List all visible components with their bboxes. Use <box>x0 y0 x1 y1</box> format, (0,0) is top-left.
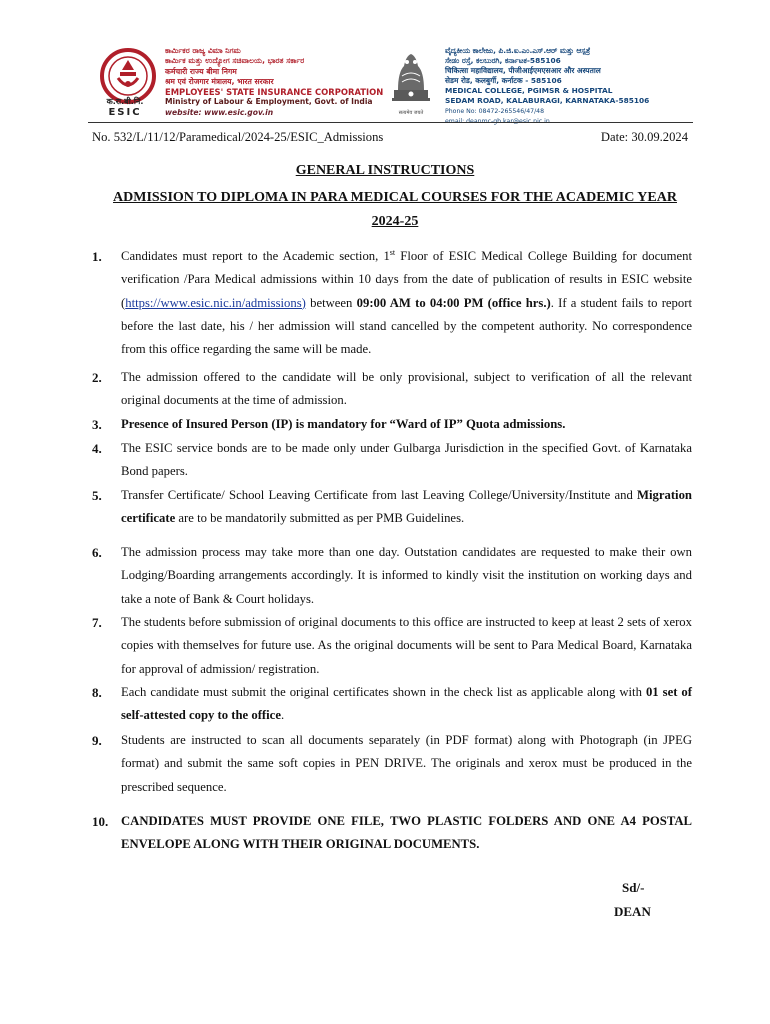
letterhead-en-1: EMPLOYEES' STATE INSURANCE CORPORATION <box>165 87 384 98</box>
reference-number: No. 532/L/11/12/Paramedical/2024-25/ESIC_Admissions <box>92 130 384 144</box>
letterhead-phone: Phone No: 08472-265546/47/48 <box>445 107 545 115</box>
letterhead-right-kn-1: ವೈದ್ಯಕೀಯ ಕಾಲೇಜು, ಪಿ.ಜಿ.ಐ.ಎಂ.ಎಸ್.ಆರ್ ಮತ್ತು ಆಸ್ಪತ್ರೆ <box>445 46 591 55</box>
instruction-item-6 <box>92 541 692 611</box>
instruction-item-5 <box>92 484 692 531</box>
item-number: 9. <box>92 733 102 748</box>
document-title: GENERAL INSTRUCTIONS <box>295 163 475 178</box>
signature-sd: Sd/- <box>622 880 645 895</box>
instruction-item-10 <box>92 810 692 857</box>
letterhead-en-2: Ministry of Labour & Employment, Govt. of India <box>165 97 373 107</box>
item-text: between <box>305 295 357 310</box>
letterhead-right <box>445 46 700 127</box>
esic-logo-hindi: क.रा.बी.नि. <box>106 97 144 106</box>
office-hours: 09:00 AM to 04:00 PM (office hrs.) <box>356 295 551 310</box>
instruction-item-2 <box>92 366 692 413</box>
letterhead-hi-2: श्रम एवं रोजगार मंत्रालय, भारत सरकार <box>165 76 274 86</box>
item-text: Each candidate must submit the original certificates shown in the check list as applicable along with <box>121 685 646 699</box>
letterhead-right-en-1: MEDICAL COLLEGE, PGIMSR & HOSPITAL <box>445 86 613 96</box>
item-text: Presence of Insured Person (IP) is mandatory for “Ward of IP” Quota admissions. <box>121 417 566 431</box>
ordinal-suffix: st <box>389 247 396 257</box>
instruction-item-9 <box>92 729 692 799</box>
letterhead-divider <box>88 122 693 123</box>
item-number: 1. <box>92 249 102 264</box>
item-text: The ESIC service bonds are to be made only under Gulbarga Jurisdiction in the specified Govt. of Karnataka Bond papers. <box>121 441 692 479</box>
letterhead-kn-1: ಕಾರ್ಮಿಕರ ರಾಜ್ಯ ವಿಮಾ ನಿಗಮ <box>165 46 241 55</box>
item-text: . If a student fails to report before the last date, his / her admission will stand cancelled by the competent authority. No correspondence from this office regarding the same will be made. <box>121 295 692 357</box>
item-text: are to be mandatorily submitted as per PMB Guidelines. <box>175 511 465 526</box>
item-number: 8. <box>92 685 102 700</box>
item-number: 4. <box>92 441 102 456</box>
letterhead-right-en-2: SEDAM ROAD, KALABURAGI, KARNATAKA-585106 <box>445 96 650 106</box>
document-date: Date: 30.09.2024 <box>600 130 688 144</box>
instruction-item-1 <box>92 245 692 361</box>
instruction-item-7 <box>92 611 692 681</box>
item-text: . <box>280 708 285 723</box>
item-text: Candidates must report to the Academic section, 1 <box>121 249 390 263</box>
instruction-item-3 <box>92 413 692 436</box>
item-number: 5. <box>92 488 102 503</box>
document-subtitle: ADMISSION TO DIPLOMA IN PARA MEDICAL COURSES FOR THE ACADEMIC YEAR 2024-25 <box>113 190 677 229</box>
esic-logo-text: ESIC <box>108 107 142 118</box>
letterhead-website: website: www.esic.gov.in <box>165 107 274 117</box>
self-attested-copy: 01 set of self-attested copy to the office <box>121 685 692 723</box>
signature-designation: DEAN <box>614 904 651 919</box>
item-number: 7. <box>92 615 102 630</box>
item-text: CANDIDATES MUST PROVIDE ONE FILE, TWO PLASTIC FOLDERS AND ONE A4 POSTAL ENVELOPE ALONG WITH THEIR ORIGINAL DOCUMENTS. <box>121 814 692 852</box>
instruction-item-8 <box>92 681 692 728</box>
item-number: 10. <box>92 814 109 829</box>
letterhead-right-kn-2: ಸೇಡಂ ರಸ್ತೆ, ಕಲಬುರಗಿ, ಕರ್ನಾಟಕ-585106 <box>445 56 561 66</box>
item-text: The students before submission of original documents to this office are instructed to keep at least 2 sets of xerox copies with themselves for future use. As the original documents will be sent to Para Medical Board, Karnataka for approval of admission/ registration. <box>121 615 692 676</box>
admissions-link[interactable]: https://www.esic.nic.in/admissions) <box>125 295 306 310</box>
emblem-motto: सत्यमेव जयते <box>398 110 424 116</box>
item-number: 3. <box>92 417 102 432</box>
national-emblem-icon <box>386 46 436 108</box>
migration-certificate: Migration certificate <box>121 488 692 526</box>
item-text: Floor of ESIC Medical College Building for document verification /Para Medical admissions within 10 days from the date of publication of results in ESIC website ( <box>121 249 692 310</box>
letterhead-kn-2: ಕಾರ್ಮಿಕ ಮತ್ತು ಉದ್ಯೋಗ ಸಚಿವಾಲಯ, ಭಾರತ ಸರ್ಕಾರ <box>165 56 305 66</box>
letterhead-left <box>165 46 385 118</box>
instruction-item-4 <box>92 437 692 484</box>
letterhead-hi-1: कर्मचारी राज्य बीमा निगम <box>165 66 237 76</box>
item-number: 2. <box>92 370 102 385</box>
item-text: The admission offered to the candidate will be only provisional, subject to verification of all the relevant original documents at the time of admission. <box>121 370 692 408</box>
letterhead-email: email: deanmc-gb.kar@esic.nic.in <box>445 117 550 125</box>
item-number: 6. <box>92 545 102 560</box>
item-text: The admission process may take more than one day. Outstation candidates are requested to make their own Lodging/Boarding arrangements accordingly. It is informed to kindly visit the institution on working days and take a note of Bank & Court holidays. <box>121 545 692 606</box>
item-text: Students are instructed to scan all documents separately (in PDF format) along with Photograph (in JPEG format) and submit the same soft copies in PEN DRIVE. The originals and xerox must be produced in the prescribed sequence. <box>121 733 692 794</box>
letterhead-right-hi-2: सेडम रोड, कलबुर्गी, कर्नाटक - 585106 <box>445 76 562 86</box>
item-text: Transfer Certificate/ School Leaving Certificate from last Leaving College/University/Institute and <box>121 488 638 502</box>
letterhead-right-hi-1: चिकित्सा महाविद्यालय, पीजीआईएमएसआर और अस्पताल <box>445 66 601 76</box>
